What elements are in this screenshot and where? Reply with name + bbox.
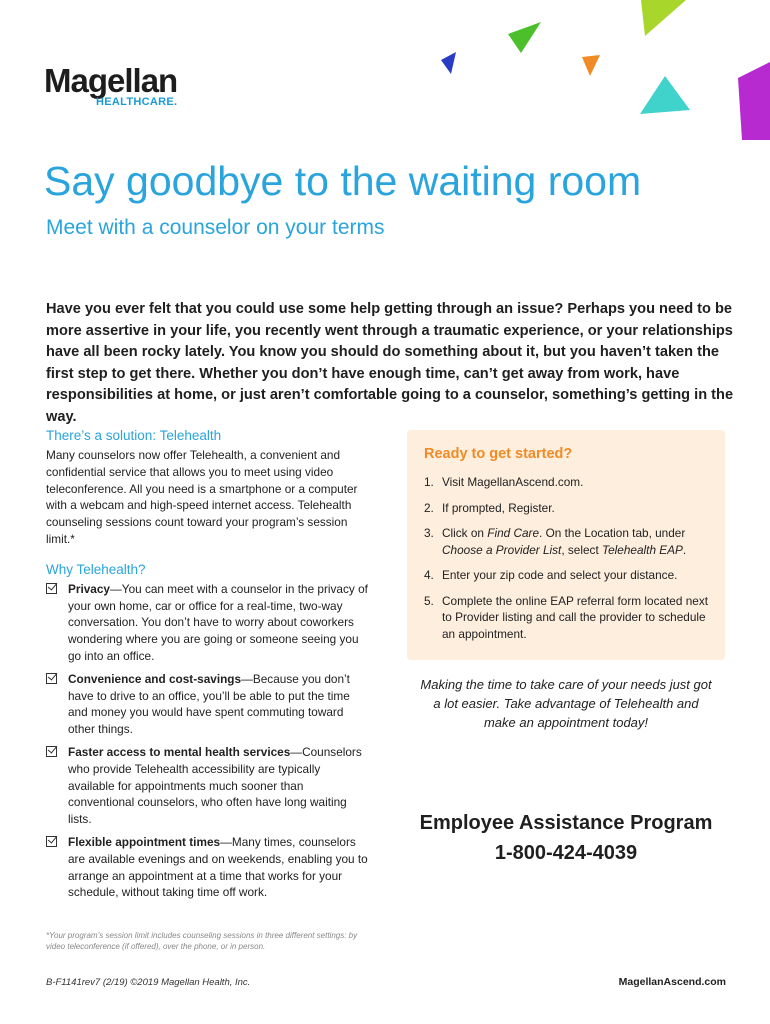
orange-triangle bbox=[582, 55, 600, 76]
logo-wordmark: Magellan bbox=[44, 62, 178, 99]
step-number: 4. bbox=[424, 568, 434, 582]
step-item bbox=[424, 525, 714, 558]
callout-quote: Making the time to take care of your needs just got a lot easier. Take advantage of Telehealth and make an appointment today! bbox=[420, 677, 712, 730]
step-text: Complete the online EAP referral form located next to Provider listing and call the provider to schedule an appointment. bbox=[442, 593, 709, 641]
page-title: Say goodbye to the waiting room bbox=[44, 158, 642, 204]
benefit-item bbox=[46, 744, 368, 828]
step-text: If prompted, Register. bbox=[442, 500, 555, 515]
step-number: 1. bbox=[424, 475, 434, 489]
step-text: Click on bbox=[442, 526, 488, 540]
eap-phone: 1-800-424-4039 bbox=[494, 842, 638, 864]
benefit-text: —Because you don’t have to drive to an office, you’ll be able to put the time and money you would have spent commuting toward other things. bbox=[68, 671, 350, 737]
footer-website: MagellanAscend.com bbox=[618, 976, 726, 988]
step-text: Enter your zip code and select your distance. bbox=[442, 568, 678, 582]
step-emphasis: Choose a Provider List bbox=[442, 542, 562, 557]
benefit-text: —You can meet with a counselor in the privacy of your own home, car or office for a real-time, two-way conversation. You don’t have to worry about coworkers wondering where you are going or someone seeing you go into an office. bbox=[68, 581, 368, 663]
steps-list bbox=[424, 474, 714, 651]
step-number: 2. bbox=[424, 500, 434, 515]
logo-subtext: HEALTHCARE. bbox=[96, 96, 178, 108]
left-column bbox=[46, 428, 368, 907]
footer-code: B-F1141rev7 (2/19) ©2019 Magellan Health, Inc. bbox=[46, 977, 251, 988]
footnote: *Your program’s session limit includes counseling sessions in three different settings: by video teleconference (if offered), over the phone, or in person. bbox=[46, 931, 358, 951]
step-item bbox=[424, 567, 714, 584]
step-item bbox=[424, 593, 714, 643]
teal-triangle bbox=[640, 76, 690, 114]
checkbox-icon bbox=[46, 836, 57, 847]
benefit-item bbox=[46, 581, 368, 665]
benefit-item bbox=[46, 671, 368, 738]
step-emphasis: Telehealth EAP bbox=[602, 542, 683, 557]
benefit-title: Convenience and cost-savings bbox=[68, 671, 242, 686]
benefit-title: Flexible appointment times bbox=[68, 834, 221, 849]
solution-heading: There’s a solution: Telehealth bbox=[46, 428, 222, 443]
purple-triangle bbox=[738, 62, 770, 140]
step-emphasis: Find Care bbox=[487, 526, 540, 540]
step-text: Visit MagellanAscend.com. bbox=[442, 475, 584, 489]
lime-triangle bbox=[641, 0, 686, 36]
checkbox-icon bbox=[46, 673, 57, 684]
step-text: . bbox=[682, 542, 687, 557]
step-text: , select bbox=[561, 542, 602, 557]
step-number: 5. bbox=[424, 593, 434, 608]
green-triangle bbox=[508, 22, 541, 53]
benefit-title: Privacy bbox=[68, 581, 110, 596]
eap-contact bbox=[404, 808, 728, 868]
benefit-text: —Many times, counselors are available evenings and on weekends, enabling you to arrange an appointment at a time that works for your schedule, without taking time off work. bbox=[68, 834, 368, 900]
benefit-item bbox=[46, 834, 368, 901]
checkbox-icon bbox=[46, 583, 57, 594]
step-text: . On the Location tab, under bbox=[539, 526, 686, 540]
step-item bbox=[424, 500, 714, 517]
benefit-title: Faster access to mental health services bbox=[68, 744, 291, 759]
solution-body: Many counselors now offer Telehealth, a convenient and confidential service that allows you to meet using video teleconference. All you need is a smartphone or a computer with a webcam and high-speed internet access. Telehealth counseling sessions count toward your program’s session limit.* bbox=[46, 448, 358, 546]
eap-name: Employee Assistance Program bbox=[419, 812, 713, 834]
ready-heading: Ready to get started? bbox=[424, 446, 573, 462]
intro-paragraph: Have you ever felt that you could use some help getting through an issue? Perhaps you need to be more assertive in your life, you recently went through a traumatic experience, or your relationships have all been rocky lately. You know you should do something about it, but you haven’t taken the first step to get there. Whether you don’t have enough time, can’t get away from work, have responsibilities at home, or just aren’t comfortable going to a counselor, something’s getting in the way. bbox=[46, 301, 734, 425]
why-heading: Why Telehealth? bbox=[46, 561, 146, 577]
benefits-list bbox=[46, 581, 368, 901]
blue-triangle bbox=[441, 52, 456, 74]
benefit-text: —Counselors who provide Telehealth accessibility are typically available for appointments much sooner than conventional counselors, who often have long waiting lists. bbox=[68, 744, 362, 827]
page-subtitle: Meet with a counselor on your terms bbox=[46, 216, 385, 239]
step-number: 3. bbox=[424, 526, 434, 540]
checkbox-icon bbox=[46, 746, 57, 757]
ready-panel bbox=[407, 430, 725, 660]
step-item bbox=[424, 474, 714, 491]
